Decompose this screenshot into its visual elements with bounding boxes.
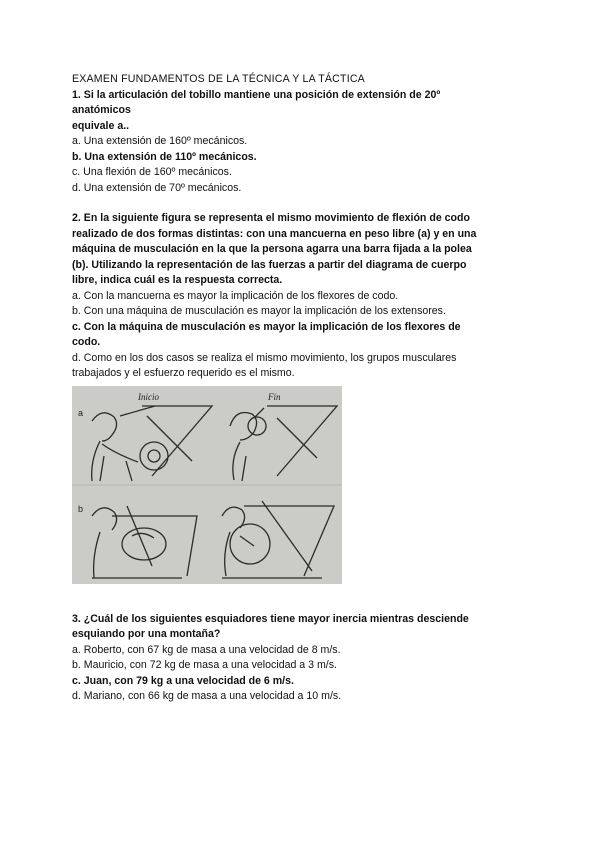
label-fin: Fin [268, 391, 281, 402]
q2-stem-line-5: libre, indica cuál es la respuesta correcta. [72, 274, 283, 286]
q1-option-c: c. Una flexión de 160º mecánicos. [72, 166, 232, 178]
spacer [72, 196, 532, 211]
q3-option-c: c. Juan, con 79 kg a una velocidad de 6 m/s. [72, 674, 294, 687]
q2-option-a: a. Con la mancuerna es mayor la implicación de los flexores de codo. [72, 289, 399, 302]
q2-stem-line-4: (b). Utilizando la representación de las fuerzas a partir del diagrama de cuerpo [72, 258, 467, 271]
exam-content [72, 72, 532, 705]
exam-title: EXAMEN FUNDAMENTOS DE LA TÉCNICA Y LA TÁCTICA [72, 73, 365, 85]
q3-option-d: d. Mariano, con 66 kg de masa a una velocidad a 10 m/s. [72, 690, 342, 702]
q1-stem-line-1: 1. Si la articulación del tobillo mantiene una posición de extensión de 20º [72, 88, 441, 101]
q2-option-c-line-2: codo. [72, 336, 101, 348]
q2-option-d-line-1: d. Como en los dos casos se realiza el mismo movimiento, los grupos musculares [72, 351, 457, 364]
q1-option-d: d. Una extensión de 70º mecánicos. [72, 181, 242, 194]
elbow-flexion-figure [72, 386, 342, 584]
q3-option-b: b. Mauricio, con 72 kg de masa a una velocidad a 3 m/s. [72, 659, 337, 671]
panel-label-b: b [78, 503, 84, 514]
spacer [72, 584, 532, 612]
q3-stem-line-1: 3. ¿Cuál de los siguientes esquiadores tiene mayor inercia mientras desciende [72, 612, 469, 625]
q3-option-a: a. Roberto, con 67 kg de masa a una velocidad de 8 m/s. [72, 643, 341, 656]
elbow-flexion-illustration [72, 386, 342, 584]
q2-stem-line-3: máquina de musculación en la que la persona agarra una barra fijada a la polea [72, 243, 472, 255]
q1-stem-line-2: anatómicos [72, 104, 131, 116]
q2-option-c-line-1: c. Con la máquina de musculación es mayor la implicación de los flexores de [72, 320, 461, 333]
q2-stem-line-1: 2. En la siguiente figura se representa el mismo movimiento de flexión de codo [72, 212, 470, 224]
label-inicio: Inicio [138, 391, 159, 402]
q2-option-d-line-2: trabajados y el esfuerzo requerido es el mismo. [72, 367, 295, 379]
panel-label-a: a [78, 407, 84, 418]
q1-option-a: a. Una extensión de 160º mecánicos. [72, 135, 248, 147]
q2-stem-line-2: realizado de dos formas distintas: con una mancuerna en peso libre (a) y en una [72, 227, 477, 240]
q3-stem-line-2: esquiando por una montaña? [72, 628, 221, 640]
q1-stem-line-3: equivale a.. [72, 119, 130, 132]
q1-option-b: b. Una extensión de 110º mecánicos. [72, 150, 257, 163]
q2-option-b: b. Con una máquina de musculación es mayor la implicación de los extensores. [72, 305, 446, 317]
